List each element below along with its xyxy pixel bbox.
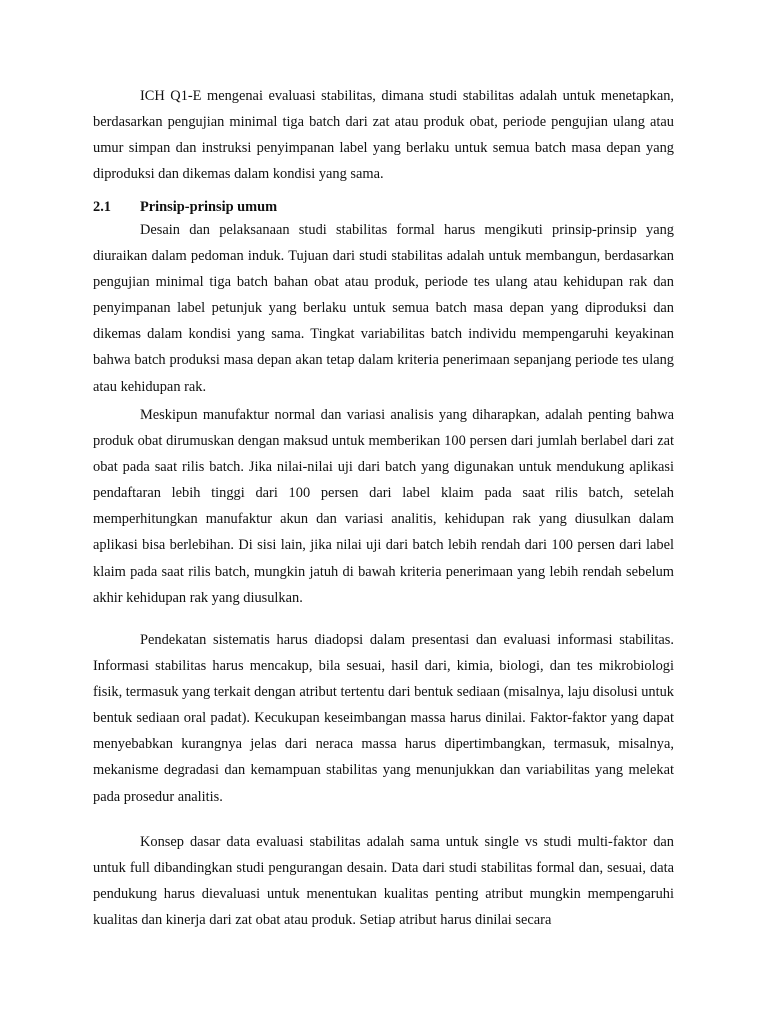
paragraph-manufacturing: Meskipun manufaktur normal dan variasi analisis yang diharapkan, adalah penting bahwa produk obat dirumuskan dengan maksud untuk memberikan 100 persen dari jumlah berlabel dari zat obat pada saat rilis batch. Jika nilai-nilai uji dari batch yang digunakan untuk mendukung aplikasi pendaftaran lebih tinggi dari 100 persen dari label klaim pada saat rilis batch, setelah memperhitungkan manufaktur akun dan variasi analitis, kehidupan rak yang diusulkan dalam aplikasi bisa berlebihan. Di sisi lain, jika nilai uji dari batch lebih rendah dari 100 persen dari label klaim pada saat rilis batch, mungkin jatuh di bawah kriteria penerimaan yang lebih rendah sebelum akhir kehidupan rak yang diusulkan. — [93, 407, 674, 606]
section-title: Prinsip-prinsip umum — [140, 199, 278, 215]
paragraph-intro: ICH Q1-E mengenai evaluasi stabilitas, dimana studi stabilitas adalah untuk menetapkan, berdasarkan pengujian minimal tiga batch dari zat atau produk obat, periode pengujian ulang atau umur simpan dan instruksi penyimpanan label yang berlaku untuk semua batch masa depan yang diproduksi dan dikemas dalam kondisi yang sama. — [93, 88, 674, 183]
section-number: 2.1 — [93, 199, 111, 215]
paragraph-design: Desain dan pelaksanaan studi stabilitas formal harus mengikuti prinsip-prinsip yang diuraikan dalam pedoman induk. Tujuan dari studi stabilitas adalah untuk membangun, berdasarkan pengujian minimal tiga batch bahan obat atau produk, periode tes ulang atau kehidupan rak dan penyimpanan label petunjuk yang berlaku untuk semua batch masa depan yang diproduksi dan dikemas dalam kondisi yang sama. Tingkat variabilitas batch individu mempengaruhi keyakinan bahwa batch produksi masa depan akan tetap dalam kriteria penerimaan sepanjang periode tes ulang atau kehidupan rak. — [93, 222, 674, 395]
paragraph-concept: Konsep dasar data evaluasi stabilitas adalah sama untuk single vs studi multi-faktor dan untuk full dibandingkan studi pengurangan desain. Data dari studi stabilitas formal dan, sesuai, data pendukung harus dievaluasi untuk menentukan kualitas penting atribut mungkin mempengaruhi kualitas dan kinerja dari zat obat atau produk. Setiap atribut harus dinilai secara — [93, 834, 674, 929]
section-heading — [93, 197, 277, 217]
paragraph-approach: Pendekatan sistematis harus diadopsi dalam presentasi dan evaluasi informasi stabilitas. Informasi stabilitas harus mencakup, bila sesuai, hasil dari, kimia, biologi, dan tes mikrobiologi fisik, termasuk yang terkait dengan atribut tertentu dari bentuk sediaan (misalnya, laju disolusi untuk bentuk sediaan oral padat). Kecukupan keseimbangan massa harus dinilai. Faktor-faktor yang dapat menyebabkan kurangnya jelas dari neraca massa harus dipertimbangkan, termasuk, misalnya, mekanisme degradasi dan kemampuan stabilitas yang menunjukkan dan variabilitas yang melekat pada prosedur analitis. — [93, 632, 674, 805]
